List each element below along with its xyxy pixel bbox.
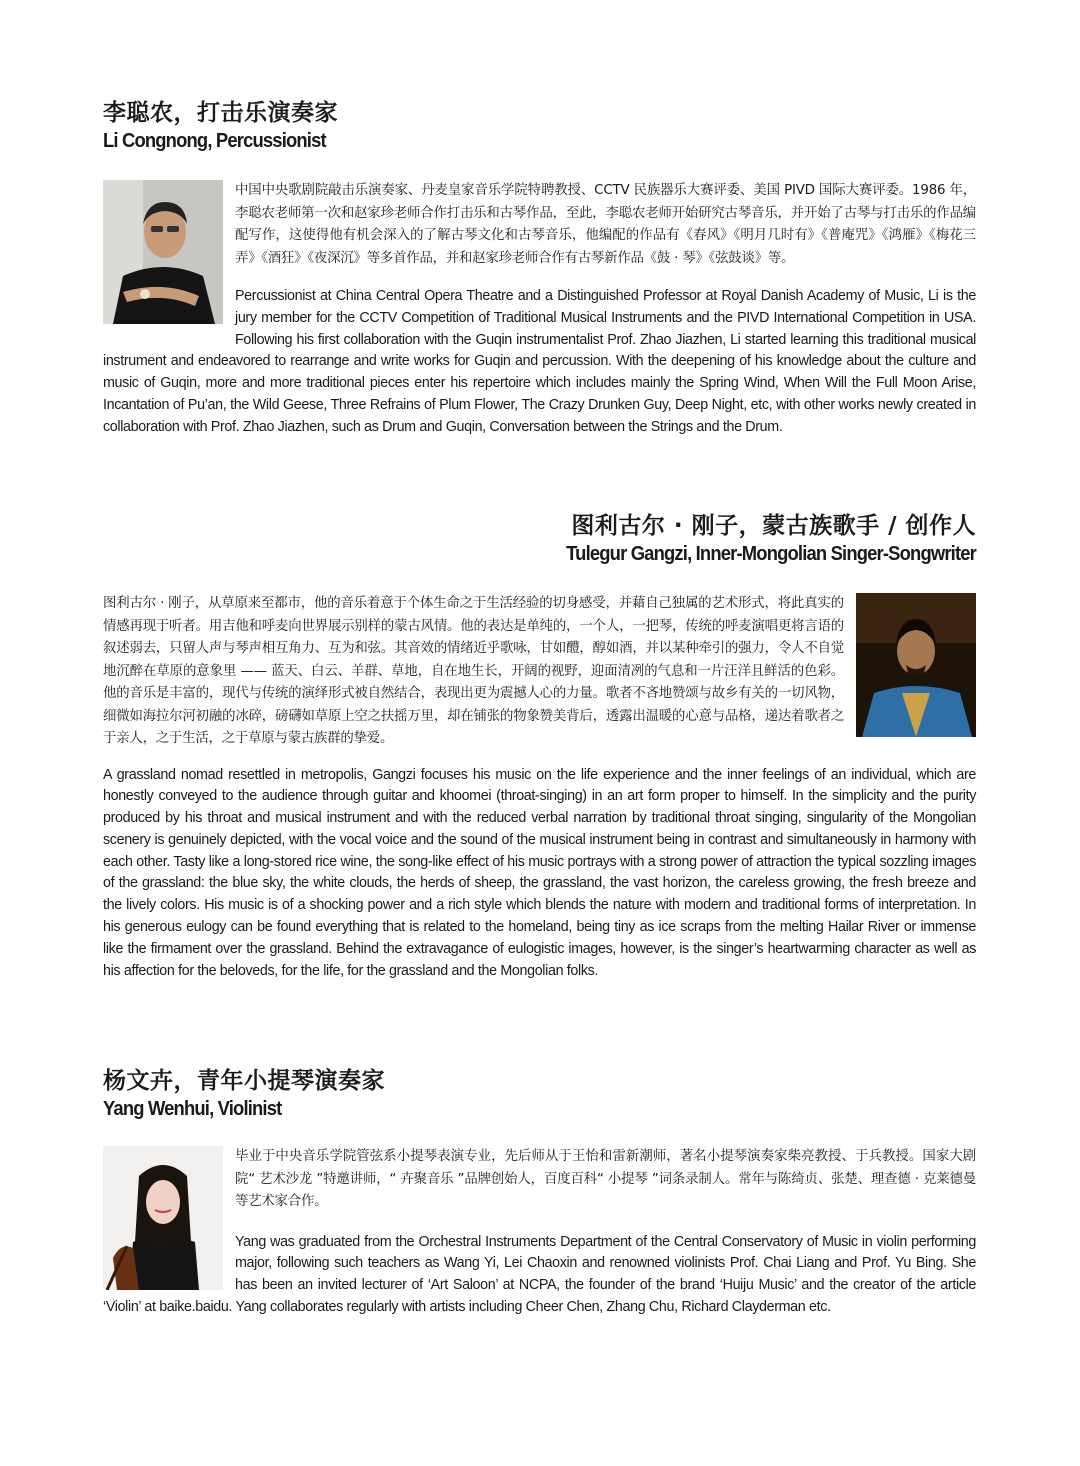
bio-en: Percussionist at China Central Opera Theatre and a Distinguished Professor at Royal Danish Academy of Music, Li is the jury member for the CCTV Competition of Traditional Musical Instruments and the PIVD International Competition in USA. Following his first collaboration with the Guqin instrumentalist Prof. Zhao Jiazhen, Li started learning this traditional musical instrument and endeavored to rearrange and write works for Guqin and percussion. With the deepening of his knowledge about the culture and music of Guqin, more and more traditional pieces enter his repertoire which includes mainly the Spring Wind, When Will the Full Moon Arise, Incantation of Pu’an, the Wild Geese, Three Refrains of Plum Flower, The Crazy Drunken Guy, Deep Night, etc, with other works newly created in collaboration with Prof. Zhao Jiazhen, such as Drum and Guqin, Conversation between the Strings and the Drum. <box>103 288 976 435</box>
portrait-yang-wenhui <box>103 1146 223 1290</box>
bio-zh: 毕业于中央音乐学院管弦系小提琴表演专业，先后师从于王怡和雷新潮师，著名小提琴演奏家柴亮教授、于兵教授。国家大剧院“ 艺术沙龙 ”特邀讲师，“ 卉聚音乐 ”品牌创始人，百度百科“ 小提琴 ”词条录制人。常年与陈绮贞、张楚、理查德 · 克莱德曼等艺术家合作。 <box>235 1149 976 1209</box>
section-yang-wenhui <box>103 1066 976 1319</box>
section-li-congnong <box>103 98 976 439</box>
section-tulegur-gangzi <box>103 511 976 982</box>
bio-zh: 中国中央歌剧院敲击乐演奏家、丹麦皇家音乐学院特聘教授、CCTV 民族器乐大赛评委、美国 PIVD 国际大赛评委。1986 年，李聪农老师第一次和赵家珍老师合作打击乐和古琴作品，至此，李聪农老师开始研究古琴音乐，并开始了古琴与打击乐的作品编配写作，这使得他有机会深入的了解古琴文化和古琴音乐，他编配的作品有《春风》《明月几时有》《普庵咒》《鸿雁》《梅花三弄》《酒狂》《夜深沉》等多首作品，并和赵家珍老师合作有古琴新作品《鼓 · 琴》《弦鼓谈》等。 <box>235 183 976 266</box>
section-title-zh: 李聪农，打击乐演奏家 <box>103 100 338 126</box>
section-title-zh: 图利古尔 · 刚子，蒙古族歌手 / 创作人 <box>571 513 976 539</box>
section-title-en: Tulegur Gangzi, Inner-Mongolian Singer-Songwriter <box>566 543 976 565</box>
section-title-en: Yang Wenhui, Violinist <box>103 1098 282 1120</box>
section-title-en: Li Congnong, Percussionist <box>103 130 326 152</box>
bio-en: Yang was graduated from the Orchestral Instruments Department of the Central Conservatory of Music in violin performing major, following such teachers as Wang Yi, Lei Chaoxin and renowned violinists Prof. Chai Liang and Prof. Yu Bing. She has been an invited lecturer of ‘Art Saloon’ at NCPA, the founder of the brand ‘Huiju Music’ and the creator of the article ‘Violin’ at baike.baidu. Yang collaborates regularly with artists including Cheer Chen, Zhang Chu, Richard Clayderman etc. <box>103 1233 976 1315</box>
portrait-li-congnong <box>103 180 223 324</box>
bio-zh: 图利古尔 · 刚子，从草原来至都市，他的音乐着意于个体生命之于生活经验的切身感受，并藉自己独属的艺术形式，将此真实的情感再现于听者。用吉他和呼麦向世界展示别样的蒙古风情。他的表达是单纯的，一个人，一把琴，传统的呼麦演唱更将言语的叙述弱去，只留人声与琴声相互角力、互为和弦。其音效的情绪近乎歌咏，甘如醴，醇如酒，并以某种牵引的强力，令人不自觉地沉醉在草原的意象里 —— 蓝天、白云、羊群、草地，自在地生长，开阔的视野，迎面清冽的气息和一片汪洋且鲜活的色彩。他的音乐是丰富的，现代与传统的演绎形式被自然结合，表现出更为震撼人心的力量。歌者不吝地赞颂与故乡有关的一切风物，细微如海拉尔河初融的冰碎，磅礴如草原上空之扶摇万里，却在铺张的物象赞美背后，透露出温暖的心意与品格，递达着歌者之于亲人，之于生活，之于草原与蒙古族群的挚爱。 <box>103 596 844 746</box>
section-title-zh: 杨文卉，青年小提琴演奏家 <box>103 1068 385 1094</box>
portrait-tulegur-gangzi <box>856 593 976 737</box>
bio-en: A grassland nomad resettled in metropolis, Gangzi focuses his music on the life experience and the inner feelings of an individual, which are honestly conveyed to the audience through guitar and khoomei (throat-singing) in an art form proper to himself. In the simplicity and the purity produced by his throat and musical instrument and with the reduced verbal narration by traditional throat singing, singularity of the Mongolian scenery is genuinely depicted, with the vocal voice and the sound of the musical instrument being in contrast and simultaneously in harmony with each other. Tasty like a long-stored rice wine, the song-like effect of his music portrays with a strong power of attraction the typical sozzling images of the grassland: the blue sky, the white clouds, the herds of sheep, the grassland, the vast horizon, the careless growing, the fresh breeze and the lively colors. His music is of a shocking power and a rich style which blends the nature with modern and traditional forms of interpretation. In his generous eulogy can be found everything that is related to the homeland, being tiny as ice scraps from the melting Hailar River or immense like the firmament over the grassland. Behind the extravagance of eulogistic images, however, is the singer’s heartwarming character as well as his affection for the beloveds, for the life, for the grassland and the Mongolian folks. <box>103 766 976 979</box>
